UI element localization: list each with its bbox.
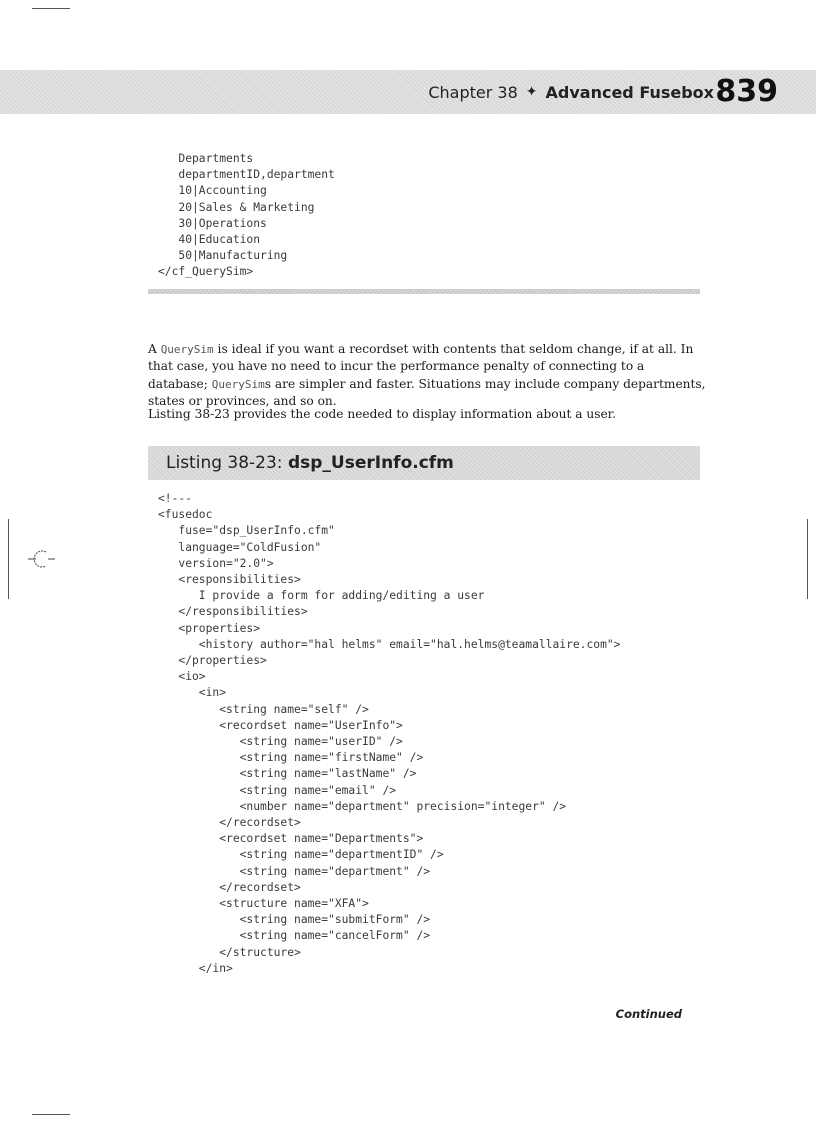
crop-mark-bottom xyxy=(32,1114,70,1115)
separator-icon: ✦ xyxy=(525,84,538,100)
page-number: 839 xyxy=(715,74,778,109)
crop-mark-right xyxy=(807,519,808,599)
running-header xyxy=(428,74,714,110)
listing-filename: dsp_UserInfo.cfm xyxy=(287,453,454,473)
code-listing: <!--- <fusedoc fuse="dsp_UserInfo.cfm" language="ColdFusion" version="2.0"> <responsibilities> I provide a form for adding/editing a user </responsibilities> <properties> <history author="hal helms" email="hal.helms@teamallaire.com"> </properties> <io> <in> <string name="self" /> <recordset name="UserInfo"> <string name="userID" /> <string name="firstName" /> <string name="lastName" /> <string name="email" /> <number name="department" precision="integer" /> </recordset> <recordset name="Departments"> <string name="departmentID" /> <string name="department" /> </recordset> <structure name="XFA"> <string name="submitForm" /> <string name="cancelForm" /> </structure> </in> xyxy=(158,492,621,975)
crop-mark-top xyxy=(32,8,70,9)
inline-code: QuerySim xyxy=(160,343,214,356)
body-paragraph-1: A QuerySim is ideal if you want a recordset with contents that seldom change, if at all. In that case, you have no need to incur the performance penalty of connecting to a database; QuerySims are simpler and faster. Situations may include company departments, states or provinces, and so on. xyxy=(148,342,706,408)
code-block-queryim: Departments departmentID,department 10|Accounting 20|Sales & Marketing 30|Operations 40|Education 50|Manufacturing </cf_QuerySim> xyxy=(158,152,335,279)
continued-label: Continued xyxy=(615,1007,682,1021)
inline-code: QuerySim xyxy=(211,377,265,391)
body-paragraph-2: Listing 38-23 provides the code needed to display information about a user. xyxy=(148,407,617,421)
registration-mark-icon xyxy=(26,549,56,569)
crop-mark-left xyxy=(8,519,9,599)
chapter-label: Chapter 38 xyxy=(428,82,518,102)
chapter-title: Advanced Fusebox xyxy=(545,82,714,102)
code-block-rule xyxy=(148,289,700,294)
listing-title: Listing 38-23: dsp_UserInfo.cfm xyxy=(166,453,454,473)
